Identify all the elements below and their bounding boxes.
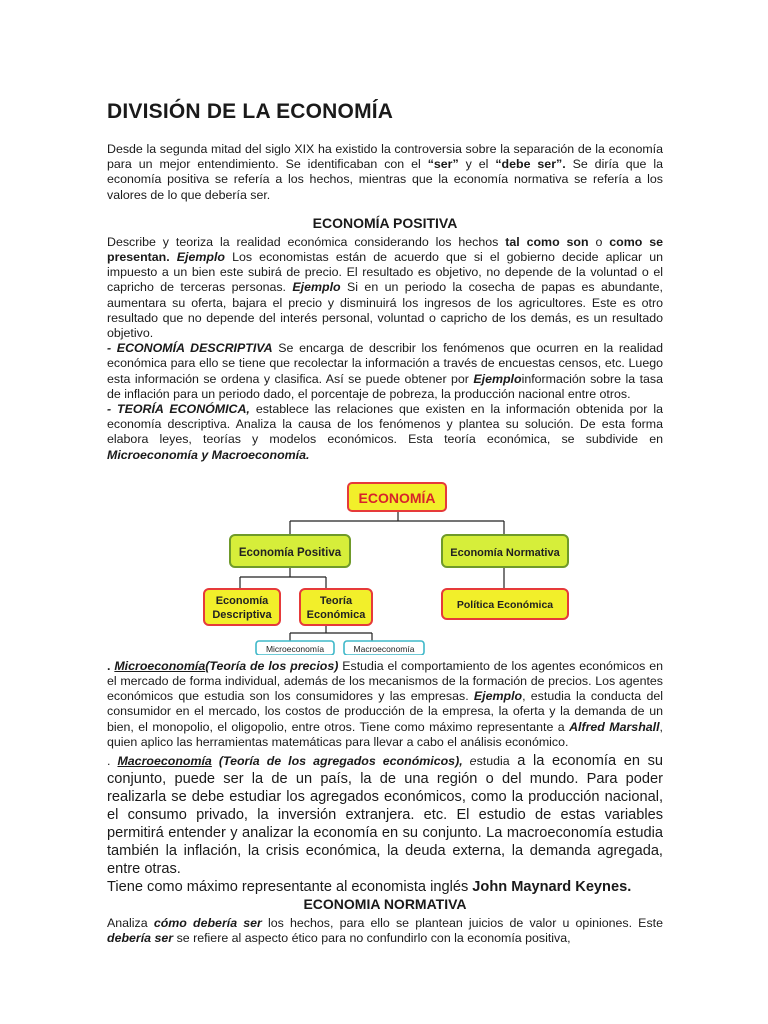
macro-heading: Macroeconomía [117, 754, 212, 769]
macro-subheading: (Teoría de los agregados económicos), [211, 754, 470, 769]
node-normativa-label: Economía Normativa [450, 546, 560, 559]
keynes-text: Tiene como máximo representante al economista inglés [107, 879, 473, 896]
micro-text-1: Estudia el comportamiento de los agentes económicos en el mercado de forma individual, además de los mecanismos de la formación de precios. Los agentes económicos que estudia son los consumidores y las empresas. [107, 658, 663, 704]
micro-marshall: Alfred Marshall [569, 719, 660, 734]
positiva-text-2: o [588, 234, 610, 249]
node-positiva-label: Economía Positiva [238, 546, 342, 559]
intro-text-2: y el [458, 157, 496, 172]
descriptiva-paragraph [107, 341, 663, 402]
descriptiva-text-2: información sobre la tasa de inflación para un periodo dado, el porcentaje de pobreza, la producción nacional entre otros. [107, 371, 664, 401]
macro-e: e [469, 754, 477, 769]
economia-diagram-svg [202, 469, 574, 655]
node-micro-label: Microeconomía [265, 643, 325, 654]
positiva-paragraph [107, 235, 663, 341]
heading-positiva: ECONOMÍA POSITIVA [312, 214, 458, 231]
positiva-ejemplo-2: Ejemplo [292, 280, 341, 295]
document-content [107, 100, 663, 946]
node-economia-label: ECONOMÍA [358, 489, 436, 506]
descriptiva-heading: - ECONOMÍA DESCRIPTIVA [107, 341, 273, 356]
normativa-text-3: se refiere al aspecto ético para no confundirlo con la economía positiva, [173, 931, 571, 946]
positiva-text-1: Describe y teoriza la realidad económica considerando los hechos [107, 234, 506, 249]
micro-text-3: , quien aplico las herramientas matemáticas para llevar a cabo el análisis económico. [107, 719, 663, 749]
descriptiva-ejemplo: Ejemplo [473, 371, 522, 386]
macro-text-1: a la economía en su conjunto, puede ser la de un país, la de una región o del mundo. Para poder realizarla se debe estudiar los agregados económicos, como la producción nacional, el consumo privado, la inversión extranjera. etc. El estudio de estas variables permitirá entender y analizar la economía en su conjunto. La macroeconomía estudia también la inflación, la crisis económica, la deuda externa, la demanda agregada, entre otras. [107, 753, 663, 878]
normativa-bold-1: cómo debería ser [153, 916, 262, 931]
teoria-paragraph [107, 402, 663, 463]
intro-text-1: Desde la segunda mitad del siglo XIX ha existido la controversia sobre la separación de la economía para un mejor entendimiento. Se identificaban con el [107, 142, 663, 172]
keynes-name: John Maynard Keynes. [472, 879, 632, 896]
node-teoria-label-1: Teoría [319, 594, 353, 607]
positiva-text-4: Si en un periodo la cosecha de papas es abundante, aumentara su oferta, bajara el precio y disminuirá los ingresos de los agricultores. Este es otro resultado que no depende del interés personal, voluntad o capricho de los demás, es un resultado objetivo. [107, 280, 663, 341]
teoria-bold-1: Microeconomía y Macroeconomía. [107, 447, 310, 462]
teoria-text-1: establece las relaciones que existen en la información obtenida por la economía descriptiva. Analiza la causa de los fenómenos y plantea su solución. De esta forma elabora leyes, teorías y modelos económicos. Esta teoría económica, se subdivide en [107, 402, 663, 447]
node-descriptiva-label-1: Economía [215, 594, 269, 607]
normativa-bold-2: debería ser [107, 931, 174, 946]
normativa-text-1: Analiza [107, 916, 154, 931]
micro-paragraph [107, 659, 663, 750]
normativa-text-2: los hechos, para ello se plantean juicios de valor u opiniones. Este [261, 916, 663, 931]
normativa-paragraph [107, 916, 663, 946]
node-macro-label: Macroeconomía [353, 643, 415, 654]
positiva-bold-1: tal como son [505, 234, 589, 249]
micro-ejemplo: Ejemplo [473, 689, 523, 704]
teoria-heading: - TEORÍA ECONÓMICA, [107, 402, 250, 417]
positiva-text-3: Los economistas están de acuerdo que si el gobierno decide aplicar un impuesto a un bien este subirá de precio. El resultado es objetivo, no depende de la voluntad o el capricho de terceras personas. [107, 250, 663, 295]
intro-ser: “ser” [427, 157, 459, 172]
page-title: DIVISIÓN DE LA ECONOMÍA [107, 100, 394, 123]
node-descriptiva-label-2: Descriptiva [212, 608, 272, 621]
micro-dot: . [107, 658, 115, 673]
intro-paragraph [107, 142, 663, 203]
keynes-line [107, 878, 663, 896]
macro-paragraph [107, 752, 663, 878]
positiva-bold-2: como se presentan. [107, 234, 664, 265]
intro-text-3: Se diría que la economía positiva se refería a los hechos, mientras que la economía normativa se refería a los valores de lo que debería ser. [107, 157, 663, 202]
node-teoria-label-2: Económica [306, 608, 366, 621]
positiva-ejemplo-1: Ejemplo [169, 250, 225, 265]
node-politica-label: Política Económica [456, 598, 554, 611]
micro-text-2: , estudia la conducta del consumidor en el mercado, los costos de producción de la empresa, la oferta y la demanda de un bien, el monopolio, el oligopolio, entre otros. Tiene como máximo representante a [107, 689, 663, 734]
intro-debe-ser: “debe ser”. [495, 157, 566, 172]
economia-diagram [202, 469, 574, 655]
micro-heading: Microeconomía [114, 658, 206, 673]
macro-dot: . [107, 754, 118, 769]
descriptiva-text-1: Se encarga de describir los fenómenos que ocurren en la realidad económica para ello se tiene que recolectar la información a través de encuestas censos, etc. Luego esta información se ordena y clasifica. Así se puede obtener por [107, 341, 663, 386]
macro-text-0: studia [476, 754, 510, 769]
micro-subheading: (Teoría de los precios) [205, 658, 339, 673]
heading-normativa: ECONOMIA NORMATIVA [303, 896, 467, 913]
